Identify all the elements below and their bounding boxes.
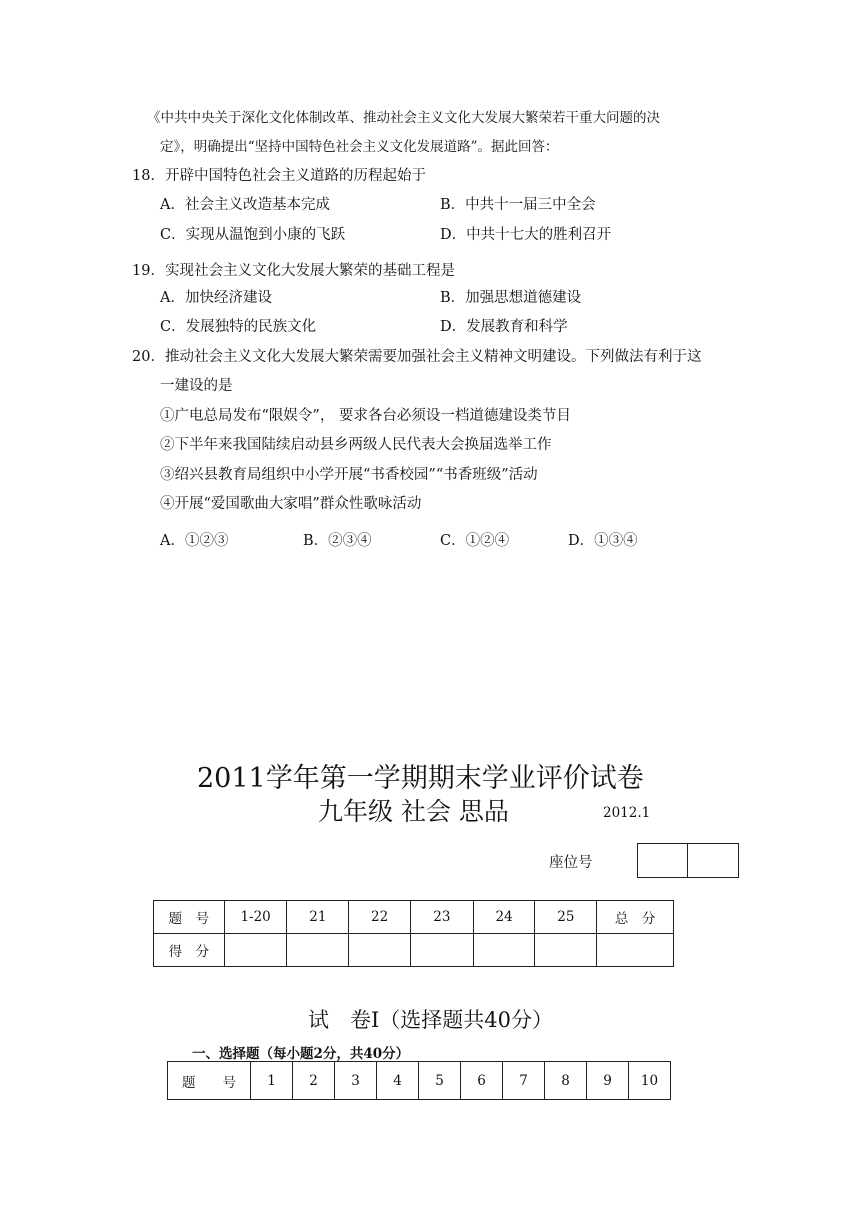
score-table <box>153 900 674 967</box>
answer-number-cell: 1 <box>251 1062 293 1100</box>
answer-number-cell: 5 <box>419 1062 461 1100</box>
score-header-cell: 1-20 <box>224 901 287 934</box>
intro-line-2: 定》，明确提出“坚持中国特色社会主义文化发展道路”。据此回答： <box>160 139 559 155</box>
score-row-label: 得 分 <box>154 934 225 967</box>
answer-number-cell: 2 <box>293 1062 335 1100</box>
answer-number-cell: 9 <box>587 1062 629 1100</box>
q18-stem: 18．开辟中国特色社会主义道路的历程起始于 <box>132 168 426 184</box>
score-cell[interactable] <box>287 934 349 967</box>
exam-date: 2012.1 <box>603 805 651 821</box>
q20-option-b: B．②③④ <box>303 533 372 549</box>
score-cell[interactable] <box>597 934 674 967</box>
score-cell[interactable] <box>224 934 287 967</box>
score-header-cell: 题 号 <box>154 901 225 934</box>
score-cell[interactable] <box>410 934 473 967</box>
q19-option-b: B．加强思想道德建设 <box>440 290 582 306</box>
score-header-cell: 21 <box>287 901 349 934</box>
answer-number-cell: 8 <box>545 1062 587 1100</box>
score-cell[interactable] <box>473 934 535 967</box>
exam-subtitle: 九年级 社会 思品 <box>318 797 509 826</box>
seat-label: 座位号 <box>549 855 593 871</box>
answer-header-label: 题 号 <box>168 1062 251 1100</box>
q20-item-1: ①广电总局发布“限娱令”， 要求各台必须设一档道德建设类节目 <box>160 408 571 424</box>
q20-stem-line-1: 20．推动社会主义文化大发展大繁荣需要加强社会主义精神文明建设。下列做法有利于这 <box>132 349 702 365</box>
exam-title: 2011学年第一学期期末学业评价试卷 <box>197 763 644 794</box>
q18-option-c: C．实现从温饱到小康的飞跃 <box>160 227 346 243</box>
intro-line-1: 《中共中央关于深化文化体制改革、推动社会主义文化大发展大繁荣若干重大问题的决 <box>147 110 660 126</box>
part1-title: 试 卷Ⅰ（选择题共40分） <box>308 1008 554 1032</box>
q19-option-a: A．加快经济建设 <box>160 290 272 306</box>
answer-number-cell: 10 <box>629 1062 671 1100</box>
answer-number-cell: 3 <box>335 1062 377 1100</box>
q20-item-4: ④开展“爱国歌曲大家唱”群众性歌咏活动 <box>160 496 422 512</box>
q20-option-c: C．①②④ <box>440 533 510 549</box>
q19-option-d: D．发展教育和科学 <box>440 319 568 335</box>
q20-option-a: A．①②③ <box>160 533 229 549</box>
score-header-cell: 24 <box>473 901 535 934</box>
seat-box-2[interactable] <box>688 844 739 878</box>
seat-number-boxes <box>637 843 739 878</box>
q20-item-2: ②下半年来我国陆续启动县乡两级人民代表大会换届选举工作 <box>160 437 552 453</box>
seat-box-1[interactable] <box>638 844 688 878</box>
answer-number-cell: 7 <box>503 1062 545 1100</box>
q18-option-b: B．中共十一届三中全会 <box>440 197 596 213</box>
score-cell[interactable] <box>535 934 597 967</box>
section-heading: 一、选择题（每小题2分，共40分） <box>192 1046 410 1062</box>
q19-stem: 19．实现社会主义文化大发展大繁荣的基础工程是 <box>132 263 455 279</box>
q18-option-d: D．中共十七大的胜利召开 <box>440 227 612 243</box>
score-header-cell: 总 分 <box>597 901 674 934</box>
score-header-cell: 22 <box>349 901 411 934</box>
q18-option-a: A．社会主义改造基本完成 <box>160 197 330 213</box>
score-cell[interactable] <box>349 934 411 967</box>
score-header-cell: 25 <box>535 901 597 934</box>
q20-option-d: D．①③④ <box>568 533 638 549</box>
answer-number-cell: 4 <box>377 1062 419 1100</box>
q19-option-c: C．发展独特的民族文化 <box>160 319 317 335</box>
q20-stem-line-2: 一建设的是 <box>160 378 233 394</box>
q20-item-3: ③绍兴县教育局组织中小学开展“书香校园”“书香班级”活动 <box>160 467 538 483</box>
score-header-cell: 23 <box>410 901 473 934</box>
answer-table <box>167 1061 671 1100</box>
answer-number-cell: 6 <box>461 1062 503 1100</box>
